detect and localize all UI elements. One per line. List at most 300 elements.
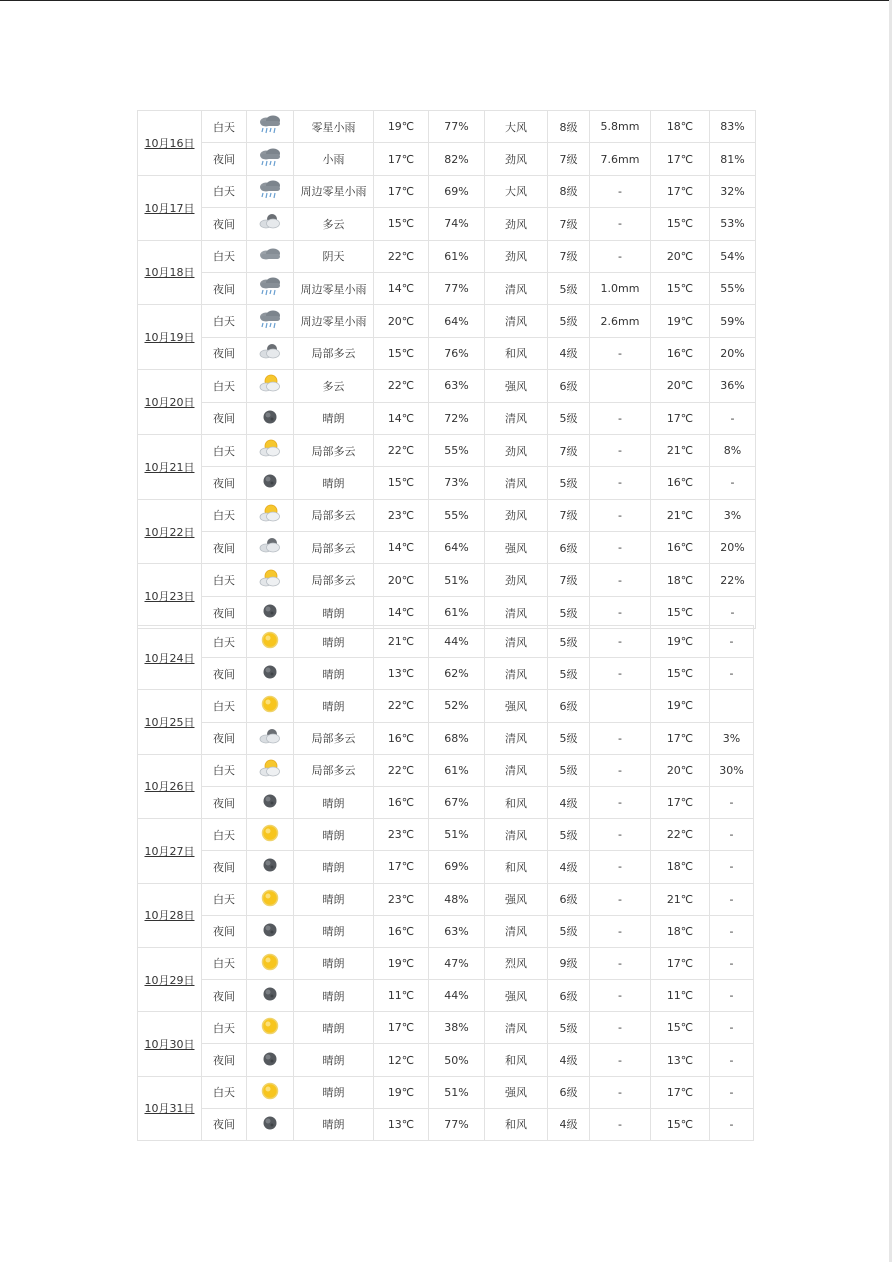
moon-icon [247, 1048, 293, 1073]
wind-level-cell: 6级 [548, 883, 590, 915]
feels-like-cell: 22℃ [651, 819, 710, 851]
weather-icon-cell [247, 626, 294, 658]
temperature-cell: 14℃ [374, 272, 429, 304]
period-cell: 夜间 [202, 722, 247, 754]
temperature-cell: 15℃ [374, 337, 429, 369]
forecast-row [138, 658, 754, 690]
wind-cell: 和风 [485, 337, 548, 369]
feels-like-cell: 16℃ [651, 467, 710, 499]
wind-level-cell: 7级 [548, 499, 590, 531]
overcast-icon [247, 244, 293, 269]
sun-icon [247, 693, 293, 718]
period-cell: 白天 [202, 754, 247, 786]
wind-cell: 强风 [485, 1076, 548, 1108]
period-cell: 白天 [202, 111, 247, 143]
precipitation-cell: - [590, 851, 651, 883]
temperature-cell: 20℃ [374, 305, 429, 337]
weather-desc-cell: 晴朗 [294, 947, 374, 979]
forecast-row [138, 337, 756, 369]
wind-cell: 强风 [485, 690, 548, 722]
precipitation-cell: - [590, 532, 651, 564]
period-cell: 白天 [202, 175, 247, 207]
precipitation-cell: 1.0mm [590, 272, 651, 304]
date-cell: 10月20日 [138, 370, 202, 435]
temperature-cell: 17℃ [374, 143, 429, 175]
temperature-cell: 14℃ [374, 596, 429, 628]
forecast-row [138, 947, 754, 979]
humidity-cell: 61% [429, 596, 485, 628]
precipitation-cell: - [590, 883, 651, 915]
forecast-row [138, 883, 754, 915]
period-cell: 夜间 [202, 467, 247, 499]
wind-cell: 和风 [485, 1108, 548, 1140]
weather-desc-cell: 晴朗 [294, 658, 374, 690]
cloud-cover-cell: - [710, 467, 756, 499]
weather-desc-cell: 周边零星小雨 [294, 272, 374, 304]
humidity-cell: 51% [429, 1076, 485, 1108]
feels-like-cell: 15℃ [651, 272, 710, 304]
forecast-row [138, 1108, 754, 1140]
feels-like-cell: 15℃ [651, 1108, 710, 1140]
wind-cell: 劲风 [485, 434, 548, 466]
wind-level-cell: 7级 [548, 564, 590, 596]
forecast-row [138, 980, 754, 1012]
humidity-cell: 77% [429, 1108, 485, 1140]
precipitation-cell: - [590, 1076, 651, 1108]
wind-level-cell: 6级 [548, 1076, 590, 1108]
period-cell: 白天 [202, 499, 247, 531]
wind-level-cell: 6级 [548, 690, 590, 722]
precipitation-cell: - [590, 240, 651, 272]
forecast-row [138, 499, 756, 531]
forecast-row [138, 175, 756, 207]
cloud-cover-cell: 59% [710, 305, 756, 337]
feels-like-cell: 15℃ [651, 658, 710, 690]
feels-like-cell: 11℃ [651, 980, 710, 1012]
rain-cloud-icon [247, 276, 293, 301]
precipitation-cell: - [590, 337, 651, 369]
date-cell: 10月19日 [138, 305, 202, 370]
cloud-cover-cell: 8% [710, 434, 756, 466]
weather-icon-cell [247, 305, 294, 337]
temperature-cell: 19℃ [374, 111, 429, 143]
weather-icon-cell [247, 947, 294, 979]
period-cell: 白天 [202, 370, 247, 402]
feels-like-cell: 17℃ [651, 786, 710, 818]
weather-desc-cell: 零星小雨 [294, 111, 374, 143]
feels-like-cell: 16℃ [651, 532, 710, 564]
date-cell: 10月22日 [138, 499, 202, 564]
period-cell: 白天 [202, 1076, 247, 1108]
cloud-cover-cell: 3% [710, 722, 754, 754]
humidity-cell: 73% [429, 467, 485, 499]
feels-like-cell: 17℃ [651, 143, 710, 175]
forecast-row [138, 819, 754, 851]
weather-icon-cell [247, 532, 294, 564]
wind-cell: 烈风 [485, 947, 548, 979]
temperature-cell: 19℃ [374, 1076, 429, 1108]
weather-icon-cell [247, 754, 294, 786]
temperature-cell: 17℃ [374, 175, 429, 207]
cloud-cover-cell: - [710, 658, 754, 690]
temperature-cell: 17℃ [374, 851, 429, 883]
wind-level-cell: 7级 [548, 434, 590, 466]
precipitation-cell: - [590, 915, 651, 947]
forecast-row [138, 722, 754, 754]
feels-like-cell: 18℃ [651, 111, 710, 143]
humidity-cell: 72% [429, 402, 485, 434]
period-cell: 夜间 [202, 402, 247, 434]
cloud-cover-cell: - [710, 947, 754, 979]
wind-level-cell: 7级 [548, 240, 590, 272]
forecast-row [138, 434, 756, 466]
weather-icon-cell [247, 690, 294, 722]
temperature-cell: 20℃ [374, 564, 429, 596]
cloud-cover-cell: 55% [710, 272, 756, 304]
precipitation-cell [590, 690, 651, 722]
moon-icon [247, 406, 293, 431]
humidity-cell: 69% [429, 175, 485, 207]
weather-icon-cell [247, 819, 294, 851]
wind-cell: 清风 [485, 272, 548, 304]
cloud-cover-cell: - [710, 1012, 754, 1044]
forecast-row [138, 915, 754, 947]
period-cell: 夜间 [202, 915, 247, 947]
wind-cell: 和风 [485, 1044, 548, 1076]
date-cell: 10月24日 [138, 626, 202, 690]
temperature-cell: 22℃ [374, 370, 429, 402]
night-cloudy-icon [247, 211, 293, 236]
precipitation-cell: - [590, 1012, 651, 1044]
date-cell: 10月29日 [138, 947, 202, 1011]
humidity-cell: 77% [429, 111, 485, 143]
feels-like-cell: 17℃ [651, 402, 710, 434]
wind-level-cell: 5级 [548, 596, 590, 628]
weather-icon-cell [247, 1108, 294, 1140]
feels-like-cell: 15℃ [651, 208, 710, 240]
wind-level-cell: 6级 [548, 980, 590, 1012]
temperature-cell: 22℃ [374, 434, 429, 466]
wind-cell: 清风 [485, 722, 548, 754]
forecast-row [138, 532, 756, 564]
weather-icon-cell [247, 143, 294, 175]
temperature-cell: 22℃ [374, 240, 429, 272]
temperature-cell: 17℃ [374, 1012, 429, 1044]
period-cell: 白天 [202, 564, 247, 596]
weather-desc-cell: 周边零星小雨 [294, 175, 374, 207]
wind-cell: 清风 [485, 754, 548, 786]
humidity-cell: 51% [429, 819, 485, 851]
wind-level-cell: 5级 [548, 754, 590, 786]
cloud-cover-cell: 83% [710, 111, 756, 143]
humidity-cell: 50% [429, 1044, 485, 1076]
period-cell: 夜间 [202, 851, 247, 883]
period-cell: 夜间 [202, 1044, 247, 1076]
period-cell: 夜间 [202, 980, 247, 1012]
forecast-row [138, 305, 756, 337]
weather-icon-cell [247, 370, 294, 402]
feels-like-cell: 13℃ [651, 1044, 710, 1076]
cloud-cover-cell: 20% [710, 337, 756, 369]
weather-icon-cell [247, 272, 294, 304]
forecast-row [138, 690, 754, 722]
wind-level-cell: 5级 [548, 305, 590, 337]
weather-desc-cell: 周边零星小雨 [294, 305, 374, 337]
humidity-cell: 48% [429, 883, 485, 915]
forecast-row [138, 596, 756, 628]
moon-icon [247, 919, 293, 944]
wind-level-cell: 5级 [548, 1012, 590, 1044]
wind-cell: 清风 [485, 819, 548, 851]
cloud-cover-cell: - [710, 819, 754, 851]
precipitation-cell: 5.8mm [590, 111, 651, 143]
weather-desc-cell: 局部多云 [294, 754, 374, 786]
weather-desc-cell: 多云 [294, 370, 374, 402]
wind-level-cell: 5级 [548, 272, 590, 304]
temperature-cell: 16℃ [374, 915, 429, 947]
humidity-cell: 74% [429, 208, 485, 240]
wind-cell: 清风 [485, 626, 548, 658]
precipitation-cell: - [590, 980, 651, 1012]
precipitation-cell: - [590, 175, 651, 207]
wind-level-cell: 4级 [548, 1108, 590, 1140]
period-cell: 夜间 [202, 596, 247, 628]
forecast-row [138, 851, 754, 883]
cloud-cover-cell: 54% [710, 240, 756, 272]
wind-level-cell: 5级 [548, 626, 590, 658]
sun-icon [247, 629, 293, 654]
page-top-rule [0, 0, 892, 1]
weather-icon-cell [247, 1076, 294, 1108]
feels-like-cell: 18℃ [651, 915, 710, 947]
sun-icon [247, 1015, 293, 1040]
forecast-row [138, 1076, 754, 1108]
night-cloudy-icon [247, 535, 293, 560]
wind-level-cell: 7级 [548, 208, 590, 240]
forecast-row [138, 402, 756, 434]
temperature-cell: 23℃ [374, 499, 429, 531]
period-cell: 夜间 [202, 208, 247, 240]
temperature-cell: 19℃ [374, 947, 429, 979]
moon-icon [247, 470, 293, 495]
feels-like-cell: 18℃ [651, 564, 710, 596]
precipitation-cell: - [590, 402, 651, 434]
wind-cell: 劲风 [485, 564, 548, 596]
cloud-cover-cell: - [710, 596, 756, 628]
date-cell: 10月31日 [138, 1076, 202, 1140]
humidity-cell: 77% [429, 272, 485, 304]
wind-cell: 劲风 [485, 208, 548, 240]
weather-desc-cell: 局部多云 [294, 722, 374, 754]
weather-icon-cell [247, 337, 294, 369]
forecast-row [138, 1044, 754, 1076]
period-cell: 白天 [202, 240, 247, 272]
forecast-row [138, 272, 756, 304]
temperature-cell: 13℃ [374, 658, 429, 690]
feels-like-cell: 16℃ [651, 337, 710, 369]
weather-icon-cell [247, 1012, 294, 1044]
feels-like-cell: 17℃ [651, 722, 710, 754]
period-cell: 夜间 [202, 337, 247, 369]
wind-cell: 清风 [485, 467, 548, 499]
temperature-cell: 14℃ [374, 402, 429, 434]
humidity-cell: 47% [429, 947, 485, 979]
sun-icon [247, 887, 293, 912]
forecast-row [138, 467, 756, 499]
weather-desc-cell: 局部多云 [294, 499, 374, 531]
weather-icon-cell [247, 402, 294, 434]
wind-cell: 劲风 [485, 499, 548, 531]
precipitation-cell: - [590, 467, 651, 499]
rain-cloud-icon [247, 114, 293, 139]
humidity-cell: 55% [429, 499, 485, 531]
weather-icon-cell [247, 499, 294, 531]
weather-desc-cell: 晴朗 [294, 467, 374, 499]
period-cell: 夜间 [202, 143, 247, 175]
wind-cell: 清风 [485, 915, 548, 947]
date-cell: 10月16日 [138, 111, 202, 176]
wind-cell: 强风 [485, 980, 548, 1012]
humidity-cell: 44% [429, 626, 485, 658]
wind-cell: 强风 [485, 370, 548, 402]
cloud-cover-cell: 53% [710, 208, 756, 240]
cloud-cover-cell: - [710, 626, 754, 658]
temperature-cell: 16℃ [374, 786, 429, 818]
sun-cloud-icon [247, 373, 293, 398]
date-cell: 10月25日 [138, 690, 202, 754]
wind-level-cell: 4级 [548, 851, 590, 883]
rain-cloud-icon [247, 309, 293, 334]
feels-like-cell: 15℃ [651, 596, 710, 628]
precipitation-cell: 2.6mm [590, 305, 651, 337]
weather-desc-cell: 局部多云 [294, 532, 374, 564]
feels-like-cell: 21℃ [651, 883, 710, 915]
humidity-cell: 67% [429, 786, 485, 818]
rain-cloud-icon [247, 179, 293, 204]
sun-cloud-icon [247, 568, 293, 593]
weather-icon-cell [247, 175, 294, 207]
period-cell: 夜间 [202, 532, 247, 564]
wind-cell: 清风 [485, 402, 548, 434]
feels-like-cell: 19℃ [651, 626, 710, 658]
wind-level-cell: 6级 [548, 370, 590, 402]
wind-cell: 劲风 [485, 143, 548, 175]
cloud-cover-cell: - [710, 915, 754, 947]
cloud-cover-cell: - [710, 1108, 754, 1140]
forecast-table-part-1 [137, 110, 756, 629]
precipitation-cell: - [590, 947, 651, 979]
cloud-cover-cell: - [710, 883, 754, 915]
temperature-cell: 22℃ [374, 754, 429, 786]
humidity-cell: 63% [429, 915, 485, 947]
wind-cell: 大风 [485, 175, 548, 207]
moon-icon [247, 854, 293, 879]
wind-cell: 清风 [485, 305, 548, 337]
feels-like-cell: 17℃ [651, 175, 710, 207]
moon-icon [247, 600, 293, 625]
temperature-cell: 15℃ [374, 467, 429, 499]
sun-cloud-icon [247, 438, 293, 463]
temperature-cell: 23℃ [374, 819, 429, 851]
precipitation-cell: - [590, 434, 651, 466]
moon-icon [247, 1112, 293, 1137]
humidity-cell: 52% [429, 690, 485, 722]
cloud-cover-cell: 30% [710, 754, 754, 786]
precipitation-cell: - [590, 786, 651, 818]
humidity-cell: 69% [429, 851, 485, 883]
cloud-cover-cell: - [710, 851, 754, 883]
forecast-row [138, 240, 756, 272]
forecast-row [138, 786, 754, 818]
precipitation-cell [590, 370, 651, 402]
weather-icon-cell [247, 467, 294, 499]
sun-icon [247, 1080, 293, 1105]
forecast-row [138, 754, 754, 786]
feels-like-cell: 21℃ [651, 499, 710, 531]
wind-level-cell: 8级 [548, 111, 590, 143]
wind-level-cell: 4级 [548, 1044, 590, 1076]
period-cell: 白天 [202, 434, 247, 466]
precipitation-cell: - [590, 208, 651, 240]
feels-like-cell: 17℃ [651, 947, 710, 979]
cloud-cover-cell: - [710, 1044, 754, 1076]
weather-icon-cell [247, 851, 294, 883]
wind-level-cell: 5级 [548, 467, 590, 499]
precipitation-cell: - [590, 596, 651, 628]
precipitation-cell: - [590, 626, 651, 658]
cloud-cover-cell [710, 690, 754, 722]
humidity-cell: 82% [429, 143, 485, 175]
feels-like-cell: 19℃ [651, 690, 710, 722]
temperature-cell: 21℃ [374, 626, 429, 658]
forecast-row [138, 111, 756, 143]
sun-icon [247, 951, 293, 976]
feels-like-cell: 20℃ [651, 370, 710, 402]
weather-icon-cell [247, 658, 294, 690]
wind-level-cell: 7级 [548, 143, 590, 175]
weather-icon-cell [247, 722, 294, 754]
weather-desc-cell: 晴朗 [294, 402, 374, 434]
weather-icon-cell [247, 1044, 294, 1076]
wind-level-cell: 8级 [548, 175, 590, 207]
weather-icon-cell [247, 915, 294, 947]
weather-icon-cell [247, 786, 294, 818]
period-cell: 夜间 [202, 658, 247, 690]
weather-desc-cell: 局部多云 [294, 564, 374, 596]
weather-desc-cell: 晴朗 [294, 915, 374, 947]
moon-icon [247, 983, 293, 1008]
precipitation-cell: - [590, 819, 651, 851]
weather-desc-cell: 晴朗 [294, 819, 374, 851]
wind-cell: 和风 [485, 851, 548, 883]
wind-level-cell: 5级 [548, 915, 590, 947]
wind-level-cell: 5级 [548, 722, 590, 754]
weather-desc-cell: 晴朗 [294, 1076, 374, 1108]
wind-cell: 清风 [485, 658, 548, 690]
feels-like-cell: 19℃ [651, 305, 710, 337]
temperature-cell: 16℃ [374, 722, 429, 754]
period-cell: 夜间 [202, 1108, 247, 1140]
weather-desc-cell: 晴朗 [294, 980, 374, 1012]
feels-like-cell: 17℃ [651, 1076, 710, 1108]
forecast-row [138, 370, 756, 402]
weather-desc-cell: 多云 [294, 208, 374, 240]
cloud-cover-cell: 20% [710, 532, 756, 564]
cloud-cover-cell: - [710, 402, 756, 434]
cloud-cover-cell: - [710, 1076, 754, 1108]
precipitation-cell: - [590, 1108, 651, 1140]
weather-desc-cell: 局部多云 [294, 337, 374, 369]
